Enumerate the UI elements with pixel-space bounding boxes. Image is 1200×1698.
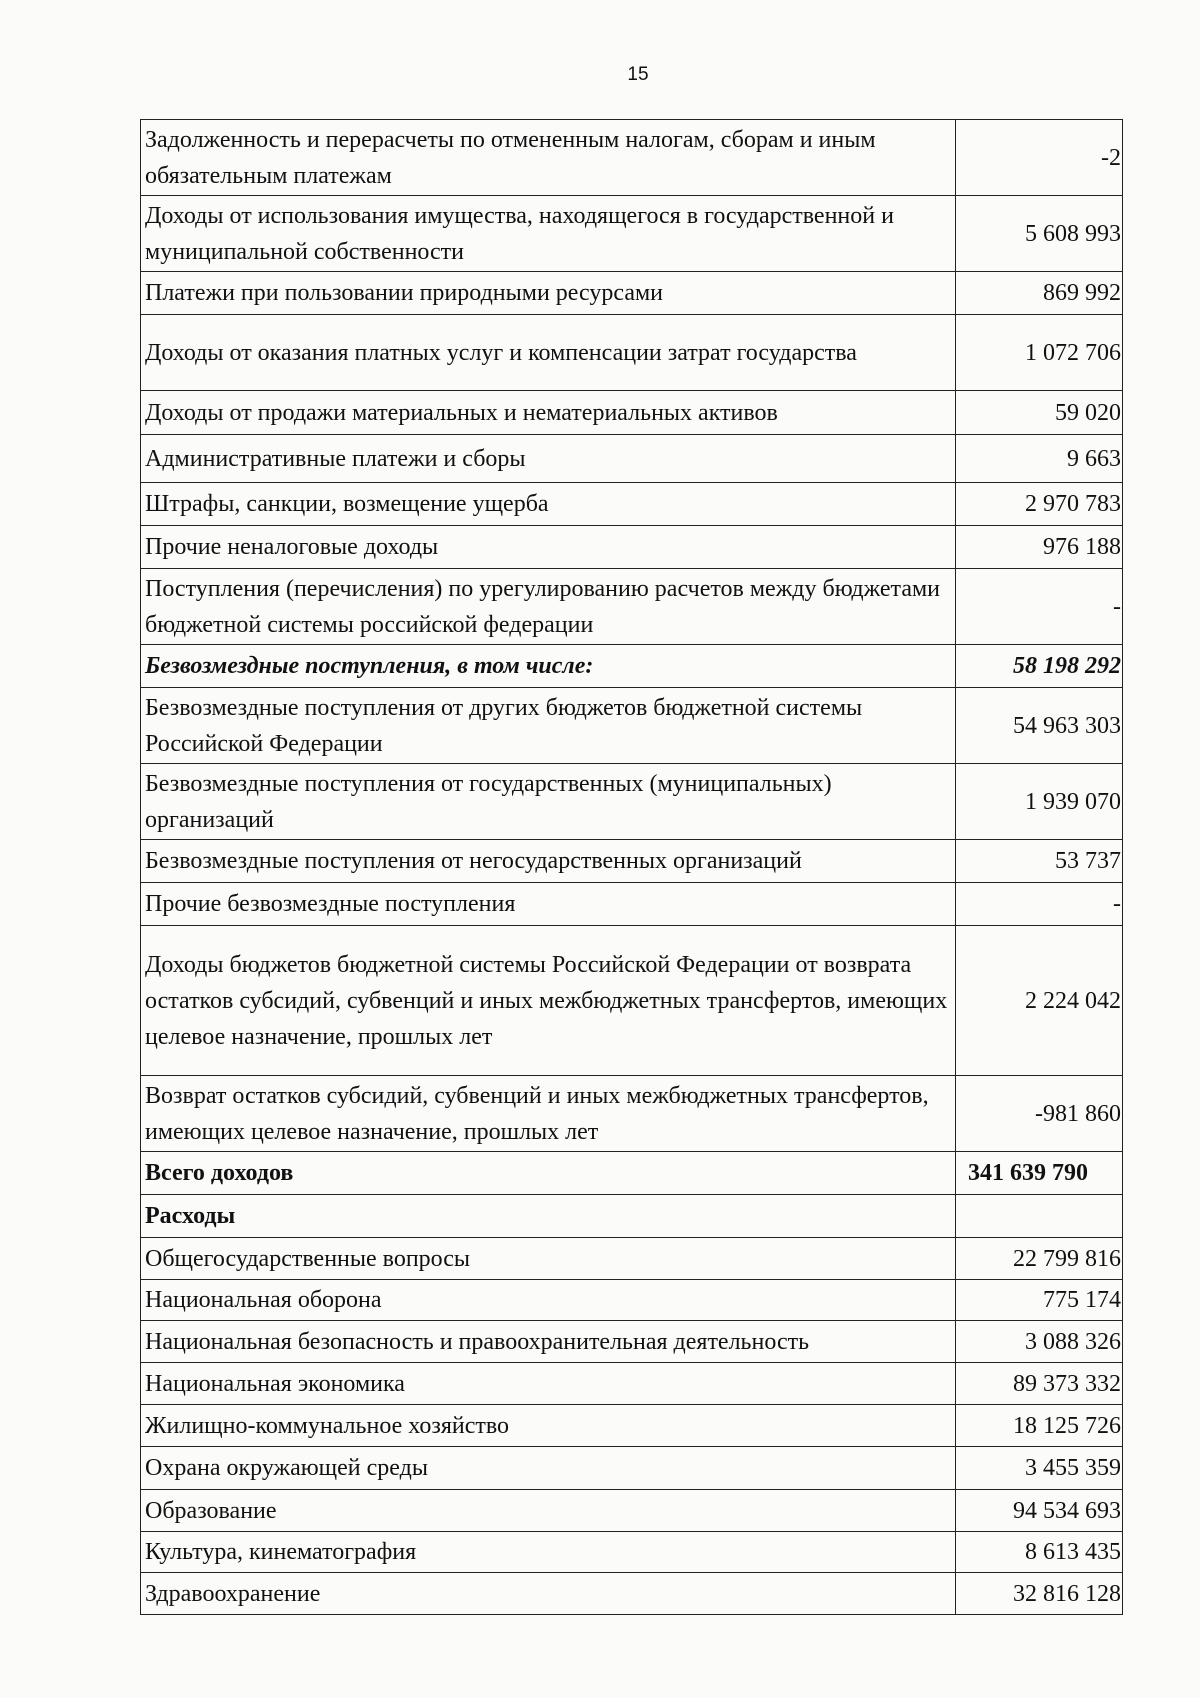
row-value: 22 799 816	[956, 1238, 1123, 1280]
row-value: -	[956, 569, 1123, 645]
row-value	[956, 1195, 1123, 1238]
row-label: Безвозмездные поступления от других бюджетов бюджетной системы Российской Федерации	[141, 688, 956, 764]
table-row	[141, 483, 1123, 526]
table-row	[141, 120, 1123, 196]
row-label: Национальная безопасность и правоохранительная деятельность	[141, 1321, 956, 1363]
row-label: Охрана окружающей среды	[141, 1447, 956, 1490]
table-row	[141, 1280, 1123, 1321]
table-row	[141, 1447, 1123, 1490]
table-row	[141, 1363, 1123, 1405]
row-label: Доходы от использования имущества, находящегося в государственной и муниципальной собственности	[141, 196, 956, 272]
row-value: 18 125 726	[956, 1405, 1123, 1447]
table-row-section	[141, 1195, 1123, 1238]
row-label: Административные платежи и сборы	[141, 435, 956, 483]
table-row	[141, 1405, 1123, 1447]
row-value: 1 072 706	[956, 315, 1123, 391]
row-value: 94 534 693	[956, 1490, 1123, 1532]
row-label: Культура, кинематография	[141, 1532, 956, 1573]
table-row	[141, 1321, 1123, 1363]
row-label: Национальная экономика	[141, 1363, 956, 1405]
row-label: Штрафы, санкции, возмещение ущерба	[141, 483, 956, 526]
table-row	[141, 272, 1123, 315]
table-row-total	[141, 1152, 1123, 1195]
row-value: 59 020	[956, 391, 1123, 435]
table-row	[141, 1076, 1123, 1152]
table-row	[141, 1238, 1123, 1280]
table-row	[141, 926, 1123, 1076]
row-value: -981 860	[956, 1076, 1123, 1152]
row-value: 976 188	[956, 526, 1123, 569]
row-value: 58 198 292	[956, 645, 1123, 688]
table-row	[141, 1573, 1123, 1615]
row-value: 32 816 128	[956, 1573, 1123, 1615]
row-value: 9 663	[956, 435, 1123, 483]
row-label: Доходы от продажи материальных и нематериальных активов	[141, 391, 956, 435]
table-row	[141, 196, 1123, 272]
table-row	[141, 1490, 1123, 1532]
row-value: 1 939 070	[956, 764, 1123, 840]
row-label: Здравоохранение	[141, 1573, 956, 1615]
table-row	[141, 391, 1123, 435]
row-label: Задолженность и перерасчеты по отмененным налогам, сборам и иным обязательным платежам	[141, 120, 956, 196]
row-value: 3 455 359	[956, 1447, 1123, 1490]
row-label: Общегосударственные вопросы	[141, 1238, 956, 1280]
row-value: 341 639 790	[956, 1152, 1123, 1195]
row-label: Образование	[141, 1490, 956, 1532]
budget-table	[140, 119, 1123, 1615]
row-value: 8 613 435	[956, 1532, 1123, 1573]
row-label: Расходы	[141, 1195, 956, 1238]
row-label: Прочие безвозмездные поступления	[141, 883, 956, 926]
row-label: Жилищно-коммунальное хозяйство	[141, 1405, 956, 1447]
row-label: Безвозмездные поступления от негосударственных организаций	[141, 840, 956, 883]
row-value: 775 174	[956, 1280, 1123, 1321]
row-label: Доходы от оказания платных услуг и компенсации затрат государства	[141, 315, 956, 391]
page-number: 15	[627, 64, 649, 85]
row-value: 53 737	[956, 840, 1123, 883]
table-row	[141, 569, 1123, 645]
table-row	[141, 840, 1123, 883]
row-label: Прочие неналоговые доходы	[141, 526, 956, 569]
row-value: 54 963 303	[956, 688, 1123, 764]
row-label: Поступления (перечисления) по урегулированию расчетов между бюджетами бюджетной системы российской федерации	[141, 569, 956, 645]
table-row	[141, 764, 1123, 840]
row-value: 2 970 783	[956, 483, 1123, 526]
row-label: Доходы бюджетов бюджетной системы Российской Федерации от возврата остатков субсидий, субвенций и иных межбюджетных трансфертов, имеющих целевое назначение, прошлых лет	[141, 926, 956, 1076]
row-value: 3 088 326	[956, 1321, 1123, 1363]
row-label: Возврат остатков субсидий, субвенций и иных межбюджетных трансфертов, имеющих целевое назначение, прошлых лет	[141, 1076, 956, 1152]
row-label: Национальная оборона	[141, 1280, 956, 1321]
table-row-subtotal	[141, 645, 1123, 688]
row-label: Безвозмездные поступления от государственных (муниципальных) организаций	[141, 764, 956, 840]
table-row	[141, 1532, 1123, 1573]
table-row	[141, 526, 1123, 569]
row-label: Платежи при пользовании природными ресурсами	[141, 272, 956, 315]
row-value: -2	[956, 120, 1123, 196]
row-value: -	[956, 883, 1123, 926]
table-row	[141, 688, 1123, 764]
table-row	[141, 883, 1123, 926]
row-value: 89 373 332	[956, 1363, 1123, 1405]
row-value: 869 992	[956, 272, 1123, 315]
table-row	[141, 315, 1123, 391]
row-label: Безвозмездные поступления, в том числе:	[141, 645, 956, 688]
row-label: Всего доходов	[141, 1152, 956, 1195]
row-value: 2 224 042	[956, 926, 1123, 1076]
table-row	[141, 435, 1123, 483]
row-value: 5 608 993	[956, 196, 1123, 272]
